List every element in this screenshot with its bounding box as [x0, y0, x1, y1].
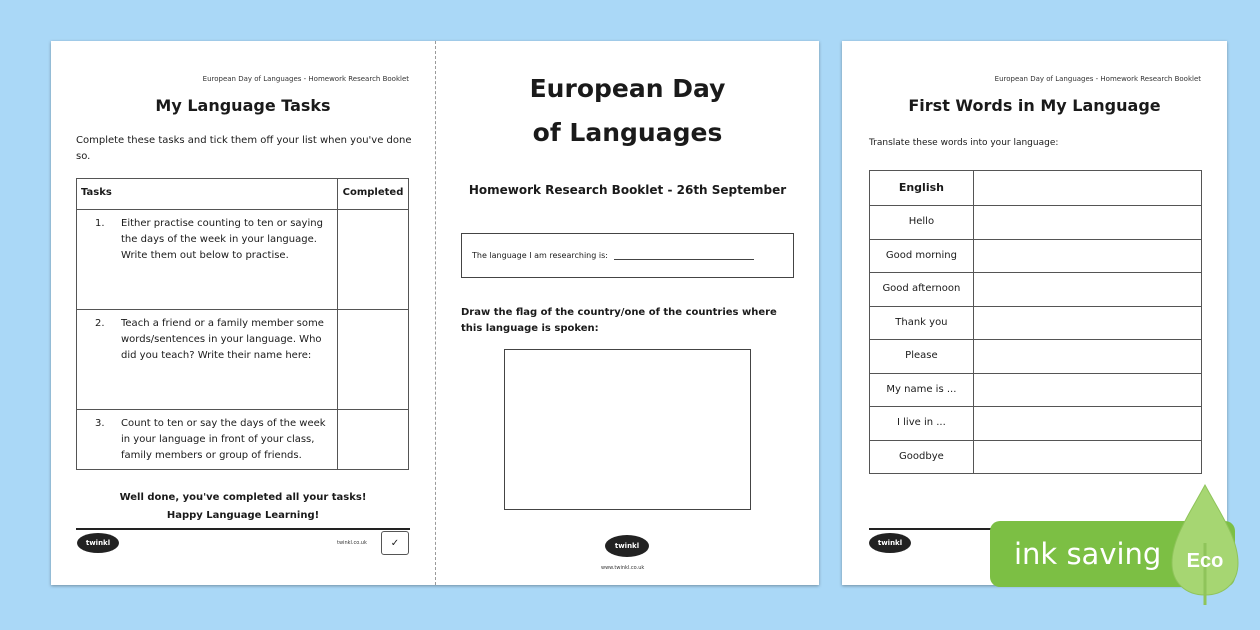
- column-header-english: English: [870, 171, 974, 206]
- eco-label: Eco: [1186, 550, 1224, 572]
- translation-cell[interactable]: [973, 273, 1201, 307]
- table-row: [870, 206, 1202, 240]
- translation-cell[interactable]: [973, 206, 1201, 240]
- task-number: 1.: [95, 218, 105, 229]
- eco-leaf-icon: [1170, 483, 1240, 607]
- column-header-completed: Completed: [338, 179, 409, 210]
- closing-message: [51, 489, 435, 525]
- translation-cell[interactable]: [973, 239, 1201, 273]
- translation-cell[interactable]: [973, 440, 1201, 474]
- language-answer-line[interactable]: [614, 251, 754, 260]
- twinkl-logo: twinkl: [605, 535, 649, 557]
- table-row: [870, 306, 1202, 340]
- booklet-spread-left: [51, 41, 819, 585]
- column-header-tasks: Tasks: [77, 179, 338, 210]
- table-header-row: [77, 179, 409, 210]
- intro-text: Complete these tasks and tick them off your list when you've done so.: [76, 135, 412, 162]
- footer-url: twinkl.co.uk: [337, 540, 367, 546]
- twinkl-logo: twinkl: [869, 533, 911, 553]
- language-prompt: The language I am researching is:: [472, 251, 608, 260]
- cover-title: [436, 67, 819, 155]
- english-word: I live in ...: [870, 407, 974, 441]
- english-word: Goodbye: [870, 440, 974, 474]
- table-row: [870, 440, 1202, 474]
- english-word: Good afternoon: [870, 273, 974, 307]
- completed-cell[interactable]: [338, 210, 409, 310]
- cover-subtitle: Homework Research Booklet - 26th September: [468, 183, 787, 197]
- translation-cell[interactable]: [973, 306, 1201, 340]
- flag-prompt: Draw the flag of the country/one of the countries where this language is spoken:: [461, 307, 777, 334]
- twinkl-logo: twinkl: [77, 533, 119, 553]
- english-word: Please: [870, 340, 974, 374]
- language-field-box: [461, 233, 794, 278]
- table-row: [870, 340, 1202, 374]
- translation-cell[interactable]: [973, 340, 1201, 374]
- translation-cell[interactable]: [973, 373, 1201, 407]
- task-number: 2.: [95, 318, 105, 329]
- ink-saving-label: ink saving: [1014, 537, 1162, 571]
- cover-title-line: European Day: [529, 74, 726, 103]
- tasks-table: [76, 178, 409, 470]
- table-row: [77, 210, 409, 310]
- closing-line: Well done, you've completed all your tasks!: [119, 492, 367, 503]
- table-row: [77, 310, 409, 410]
- cover-title-line: of Languages: [532, 118, 723, 147]
- flag-drawing-box[interactable]: [504, 349, 751, 510]
- page-header: European Day of Languages - Homework Research Booklet: [994, 75, 1201, 83]
- completed-cell[interactable]: [338, 310, 409, 410]
- column-header-translation: [973, 171, 1201, 206]
- english-word: Hello: [870, 206, 974, 240]
- checkmark-icon: ✓: [381, 531, 409, 555]
- words-table: [869, 170, 1202, 474]
- page-title: First Words in My Language: [908, 96, 1161, 115]
- english-word: Thank you: [870, 306, 974, 340]
- closing-line: Happy Language Learning!: [166, 510, 320, 521]
- table-row: [870, 373, 1202, 407]
- table-row: [870, 239, 1202, 273]
- footer-url: www.twinkl.co.uk: [601, 565, 645, 571]
- footer-divider: [76, 528, 410, 530]
- task-text: Teach a friend or a family member some words/sentences in your language. Who did you teach? Write their name here:: [121, 318, 324, 361]
- task-text: Count to ten or say the days of the week in your language in front of your class, family members or group of friends.: [121, 418, 326, 461]
- page-title: My Language Tasks: [155, 96, 331, 115]
- page-header: European Day of Languages - Homework Research Booklet: [202, 75, 409, 83]
- table-row: [870, 273, 1202, 307]
- intro-text: Translate these words into your language:: [869, 138, 1059, 148]
- task-text: Either practise counting to ten or saying the days of the week in your language. Write them out below to practise.: [121, 218, 323, 261]
- table-header-row: [870, 171, 1202, 206]
- tasks-page: [51, 41, 435, 585]
- completed-cell[interactable]: [338, 410, 409, 470]
- table-row: [870, 407, 1202, 441]
- english-word: Good morning: [870, 239, 974, 273]
- cover-page: [436, 41, 819, 585]
- translation-cell[interactable]: [973, 407, 1201, 441]
- table-row: [77, 410, 409, 470]
- english-word: My name is ...: [870, 373, 974, 407]
- task-number: 3.: [95, 418, 105, 429]
